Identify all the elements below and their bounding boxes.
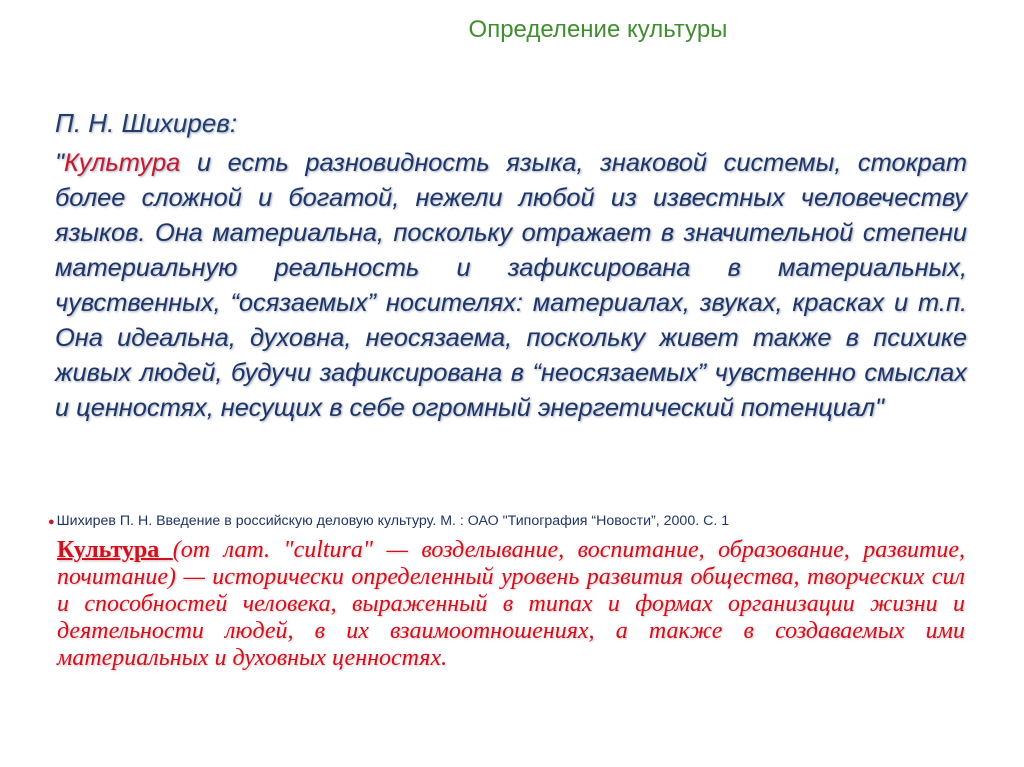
quote-text: и есть разновидность языка, знаковой системы, стократ более сложной и богатой, нежели любой из известных человечеству языков. Она материальна, поскольку отражает в значительной степени материальную реальность и зафиксирована в материальных, чувственных, “осязаемых” носителях: материалах, звуках, красках и т.п. Она идеальна, духовна, неосязаема, поскольку живет также в психике живых людей, будучи зафиксирована в “неосязаемых” чувственно смыслах и ценностях, несущих в себе огромный энергетический потенциал": [55, 149, 967, 422]
definition-paragraph: [57, 537, 965, 672]
quote-author: П. Н. Шихирев:: [55, 108, 238, 138]
definition-term: Культура: [57, 537, 173, 563]
footnote-bullet-icon: ●: [48, 516, 55, 528]
quote-open-mark: ": [55, 149, 65, 177]
source-footnote: [48, 513, 988, 529]
quote-highlight-term: Культура: [64, 149, 181, 177]
footnote-text: Шихирев П. Н. Введение в российскую деловую культуру. М. : ОАО "Типография “Новости”, 2000. С. 1: [56, 513, 730, 529]
quote-paragraph: [55, 146, 967, 426]
definition-text: (от лат. "cultura" — возделывание, воспитание, образование, развитие, почитание) — исторически определенный уровень развития общества, творческих сил и способностей человека, выраженный в типах и формах организации жизни и деятельности людей, в их взаимоотношениях, а также в создаваемых ими материальных и духовных ценностях.: [57, 537, 965, 671]
slide-title: Определение культуры: [468, 16, 728, 43]
